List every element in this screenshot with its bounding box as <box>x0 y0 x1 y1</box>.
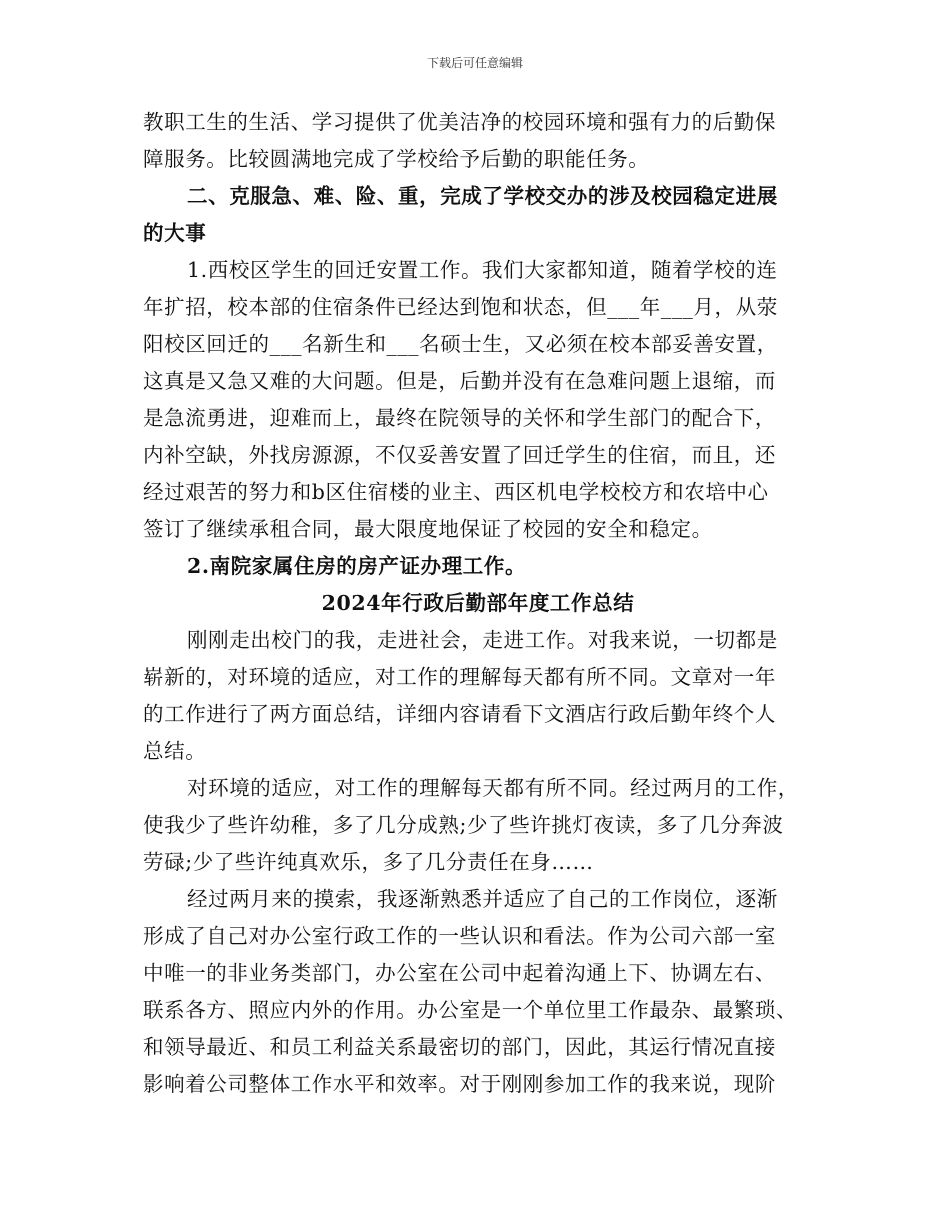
text-line: 教职工生的生活、学习提供了优美洁净的校园环境和强有力的后勤保 <box>143 110 776 134</box>
text-line: 劳碌;少了些许纯真欢乐，多了几分责任在身…… <box>143 850 594 874</box>
text-line: 经过两月来的摸索，我逐渐熟悉并适应了自己的工作岗位，逐渐 <box>187 887 778 911</box>
text-line: 的工作进行了两方面总结，详细内容请看下文酒店行政后勤年终个人 <box>143 702 776 726</box>
text-line: 经过艰苦的努力和b区住宿楼的业主、西区机电学校校方和农培中心 <box>143 480 769 504</box>
text-line: 是急流勇进，迎难而上，最终在院领导的关怀和学生部门的配合下， <box>143 406 776 430</box>
text-line: 签订了继续承租合同，最大限度地保证了校园的安全和稳定。 <box>143 517 713 541</box>
text-line: 刚刚走出校门的我，走进社会，走进工作。对我来说，一切都是 <box>187 628 778 652</box>
text-line: 二、克服急、难、险、重，完成了学校交办的涉及校园稳定进展 <box>187 184 778 208</box>
text-line: 中唯一的非业务类部门，办公室在公司中起着沟通上下、协调左右、 <box>143 961 776 985</box>
document-body <box>143 104 813 1103</box>
text-line: 内补空缺，外找房源源，不仅妥善安置了回迁学生的住宿，而且，还 <box>143 443 776 467</box>
text-line: 总结。 <box>143 739 207 763</box>
text-line: 1.西校区学生的回迁安置工作。我们大家都知道，随着学校的连 <box>187 258 778 282</box>
text-line: 崭新的，对环境的适应，对工作的理解每天都有所不同。文章对一年 <box>143 665 776 689</box>
text-line: 形成了自己对办公室行政工作的一些认识和看法。作为公司六部一室 <box>143 924 776 948</box>
text-line: 年扩招，校本部的住宿条件已经达到饱和状态，但___年___月，从荥 <box>143 295 778 319</box>
text-line: 的大事 <box>143 221 207 245</box>
text-line: 对环境的适应，对工作的理解每天都有所不同。经过两月的工作， <box>187 776 799 800</box>
text-line: 阳校区回迁的___名新生和___名硕士生，又必须在校本部妥善安置， <box>143 332 778 356</box>
text-line: 影响着公司整体工作水平和效率。对于刚刚参加工作的我来说，现阶 <box>143 1072 776 1096</box>
text-line: 障服务。比较圆满地完成了学校给予后勤的职能任务。 <box>143 147 650 171</box>
page-header: 下载后可任意编辑 <box>426 56 523 70</box>
text-line: 这真是又急又难的大问题。但是，后勤并没有在急难问题上退缩，而 <box>143 369 776 393</box>
text-line: 使我少了些许幼稚，多了几分成熟;少了些许挑灯夜读，多了几分奔波 <box>143 813 784 837</box>
document-title: 2024年行政后勤部年度工作总结 <box>321 591 635 615</box>
text-line: 联系各方、照应内外的作用。办公室是一个单位里工作最杂、最繁琐、 <box>143 998 798 1022</box>
text-line: 2.南院家属住房的房产证办理工作。 <box>187 554 527 578</box>
text-line: 和领导最近、和员工利益关系最密切的部门，因此，其运行情况直接 <box>143 1035 776 1059</box>
